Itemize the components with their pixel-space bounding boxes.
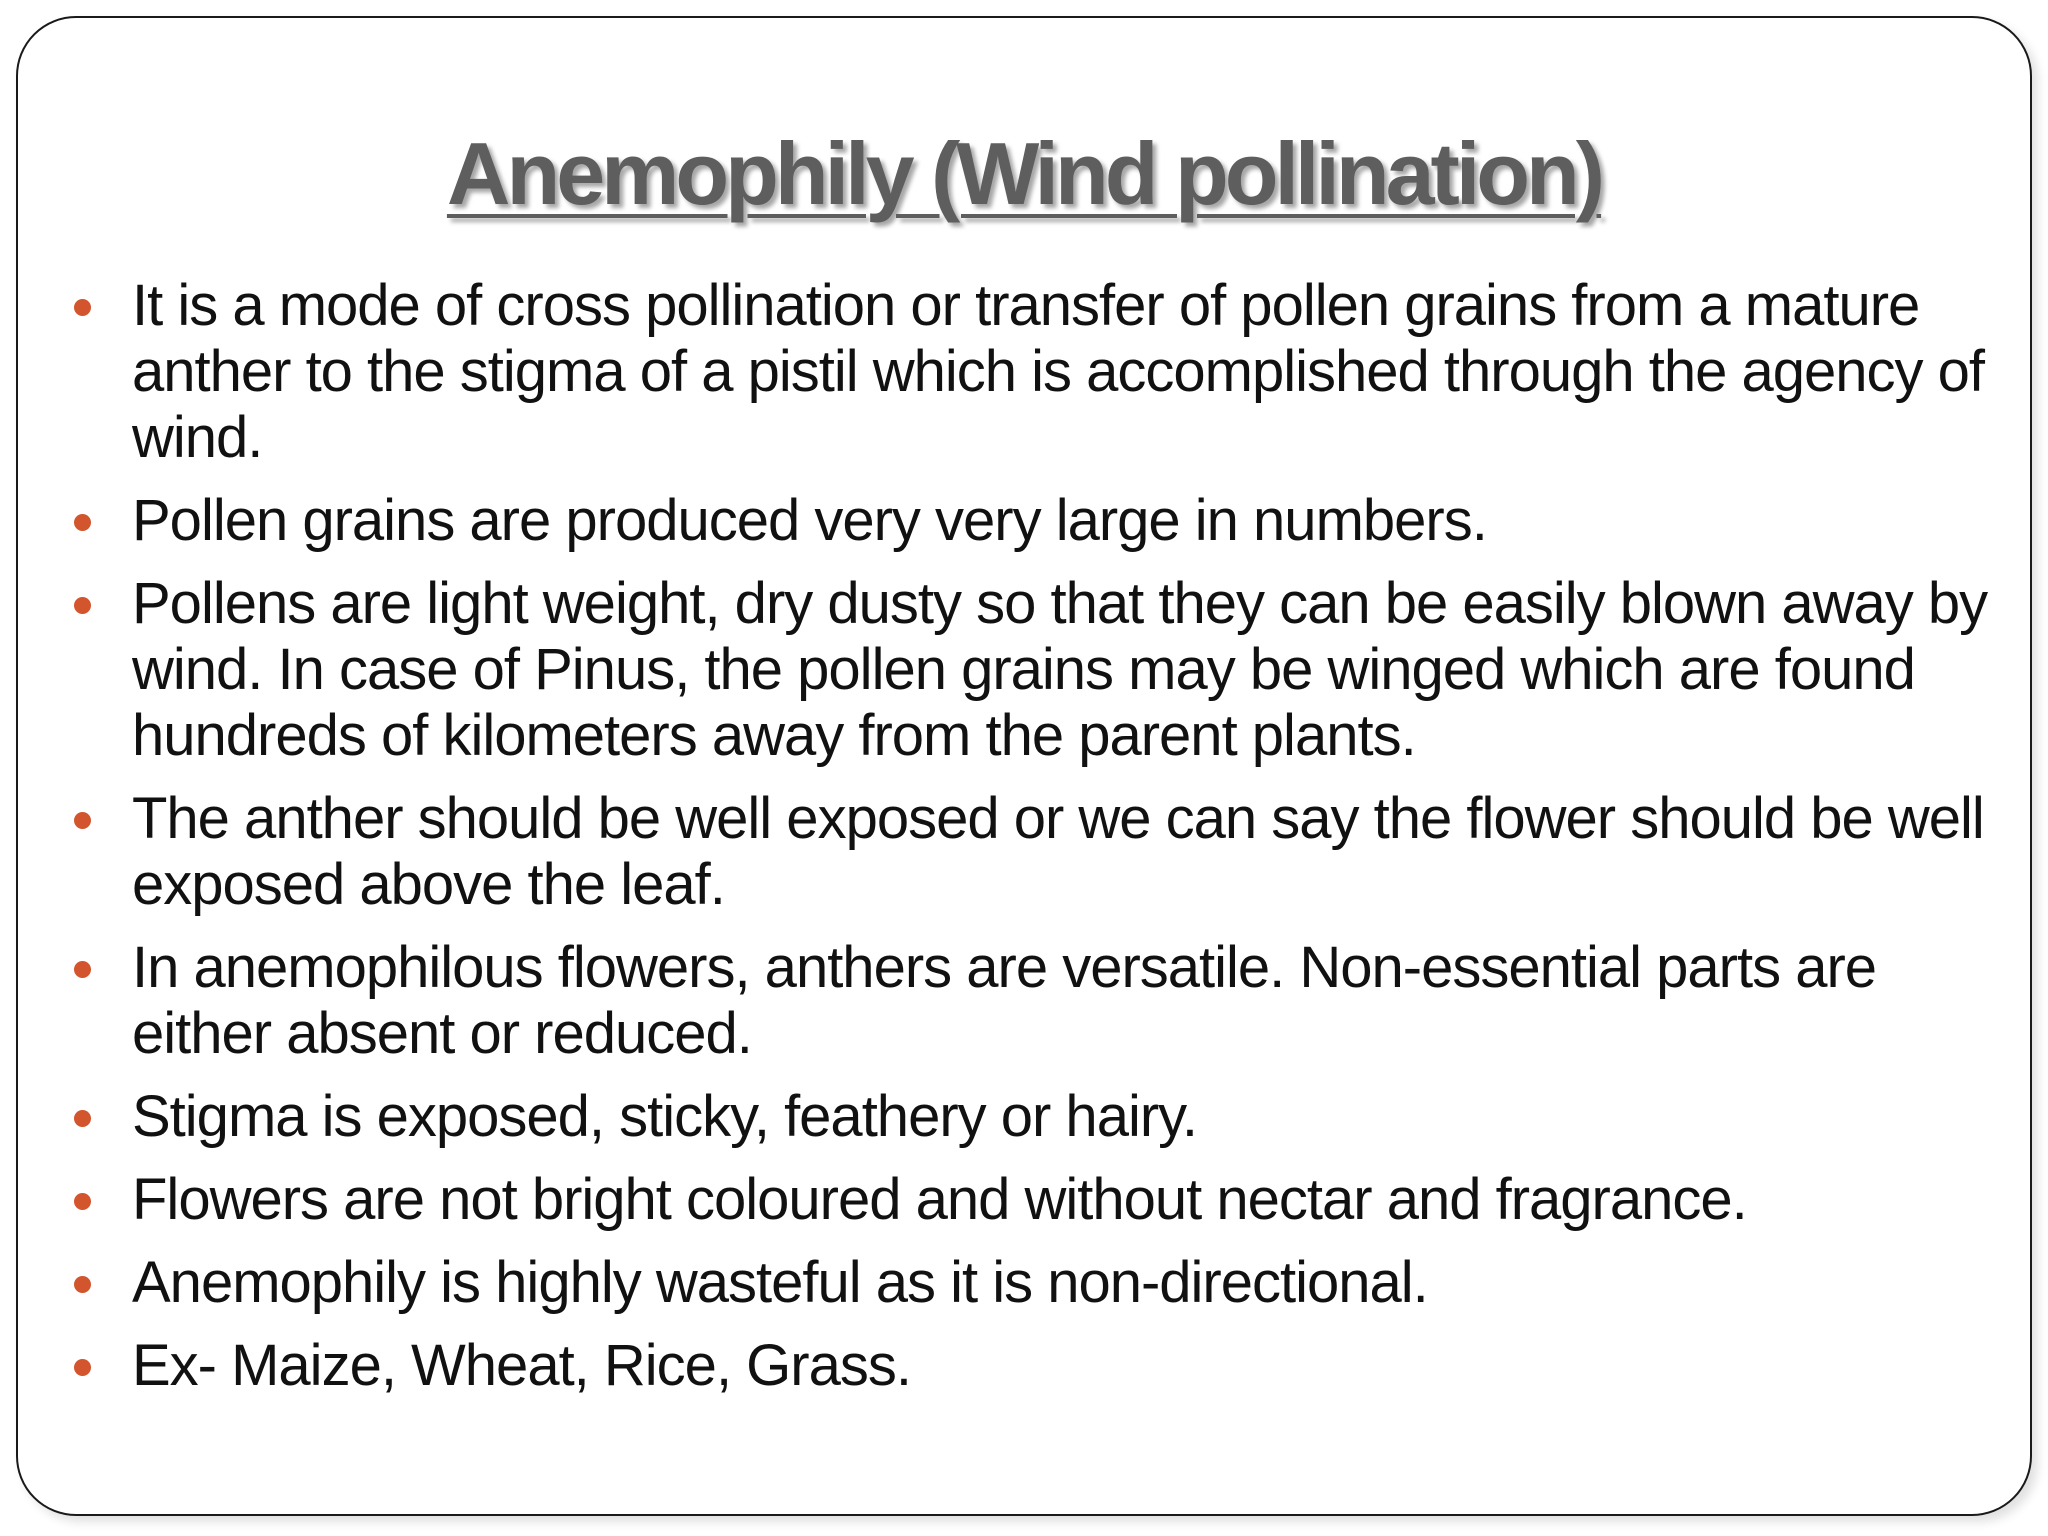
bullet-dot-icon xyxy=(74,1193,91,1210)
bullet-dot-icon xyxy=(74,961,91,978)
bullet-text: Pollens are light weight, dry dusty so that they can be easily blown away by wind. In case of Pinus, the pollen grains may be winged which are found hundreds of kilometers away from the parent plants. xyxy=(132,571,1988,768)
bullet-dot-icon xyxy=(74,597,91,614)
bullet-item xyxy=(58,1333,2018,1399)
bullet-dot-icon xyxy=(74,1110,91,1127)
bullet-item xyxy=(58,273,2018,471)
bullet-text: Pollen grains are produced very very large in numbers. xyxy=(132,488,1487,553)
slide-title: Anemophily (Wind pollination) xyxy=(446,124,1602,223)
bullet-item xyxy=(58,1084,2018,1150)
bullet-text: Anemophily is highly wasteful as it is non-directional. xyxy=(132,1250,1428,1315)
bullet-dot-icon xyxy=(74,1276,91,1293)
bullet-text: Stigma is exposed, sticky, feathery or hairy. xyxy=(132,1084,1197,1149)
bullet-text: The anther should be well exposed or we can say the flower should be well exposed above the leaf. xyxy=(132,786,1984,917)
bullet-item xyxy=(58,571,2018,769)
bullet-text: Ex- Maize, Wheat, Rice, Grass. xyxy=(132,1333,911,1398)
bullet-text: It is a mode of cross pollination or transfer of pollen grains from a mature anther to the stigma of a pistil which is accomplished through the agency of wind. xyxy=(132,273,1984,470)
slide xyxy=(16,16,2032,1516)
bullet-item xyxy=(58,1167,2018,1233)
bullet-dot-icon xyxy=(74,812,91,829)
bullet-dot-icon xyxy=(74,1359,91,1376)
bullet-dot-icon xyxy=(74,514,91,531)
bullet-text: Flowers are not bright coloured and without nectar and fragrance. xyxy=(132,1167,1747,1232)
bullet-item xyxy=(58,786,2018,918)
bullet-dot-icon xyxy=(74,299,91,316)
bullet-list xyxy=(58,273,2018,1416)
bullet-item xyxy=(58,935,2018,1067)
bullet-item xyxy=(58,488,2018,554)
bullet-text: In anemophilous flowers, anthers are versatile. Non-essential parts are either absent or reduced. xyxy=(132,935,1877,1066)
bullet-item xyxy=(58,1250,2018,1316)
